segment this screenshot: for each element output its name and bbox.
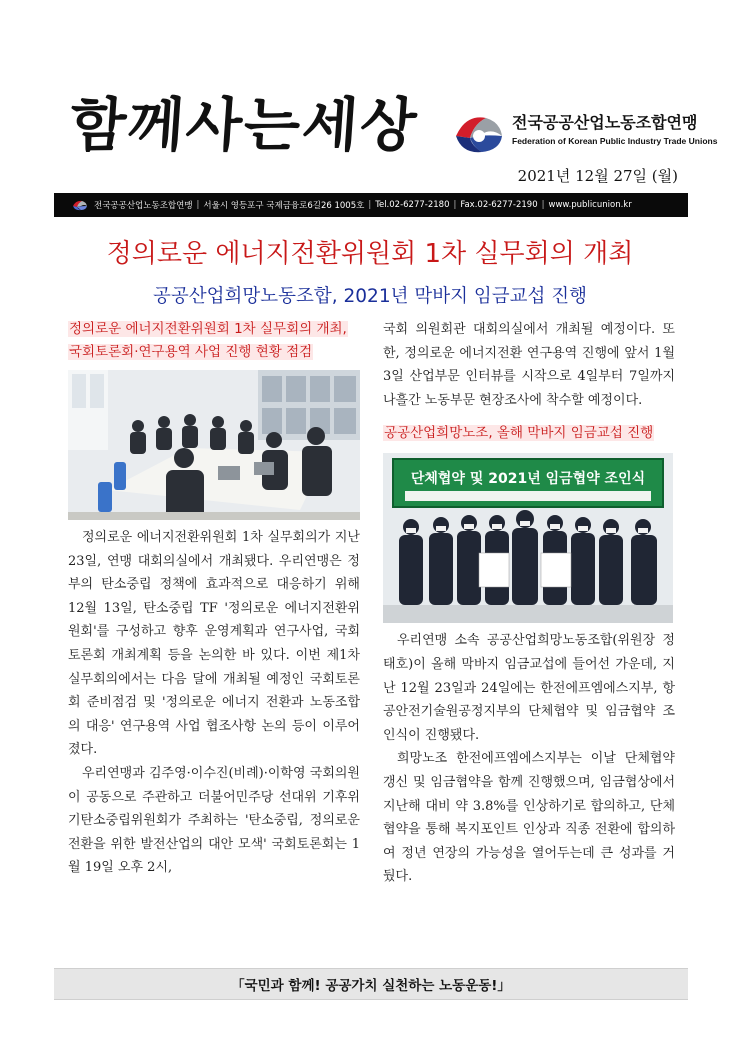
- article-paragraph: 우리연맹과 김주영·이수진(비례)·이학영 국회의원이 공동으로 주관하고 더불어민주당 선대위 기후위기탄소중립위원회가 주최하는 '탄소중립, 정의로운 전환을 위한 발전산업의 대안 모색' 국회토론회는 1월 19일 오후 2시,: [68, 765, 360, 876]
- info-fax: Fax.02-6277-2190: [460, 200, 538, 210]
- article-paragraph: 우리연맹 소속 공공산업희망노동조합(위원장 정태호)이 올해 막바지 임금교섭에 들어선 가운데, 지난 12월 23일과 24일에는 한전에프엠에스지부, 항공안전기술원공정지부의 단체협약 및 임금협약 조인식이 진행됐다.: [383, 633, 675, 743]
- footer-slogan: 「국민과 함께! 공공가치 실천하는 노동운동!」: [231, 978, 511, 994]
- footer-slogan-bar: [54, 968, 688, 1000]
- section-heading-line: 정의로운 에너지전환위원회 1차 실무회의 개최,: [69, 321, 347, 337]
- article-paragraph: 희망노조 한전에프엠에스지부는 이날 단체협약 갱신 및 임금협약을 함께 진행했으며, 임금협상에서 지난해 대비 약 3.8%를 인상하기로 합의하고, 단체협약을 통해 복지포인트 인상과 직종 전환에 합의하여 정년 연장의 가능성을 열어두는데 큰 성과를 거뒀다.: [383, 751, 675, 885]
- banner-text: 단체협약 및 2021년 임금협약 조인식: [410, 471, 646, 488]
- section-heading-energy: [68, 318, 360, 364]
- meeting-photo: [68, 370, 360, 520]
- contact-info-bar: [54, 193, 688, 217]
- section-heading-line: 국회토론회·연구용역 사업 진행 현황 점검: [69, 344, 313, 360]
- sub-headline: 공공산업희망노동조합, 2021년 막바지 임금교섭 진행: [153, 286, 587, 307]
- federation-name: 전국공공산업노동조합연맹: [512, 113, 698, 132]
- left-column: [68, 318, 360, 880]
- federation-english-name: Federation of Korean Public Industry Trade Unions: [512, 136, 718, 146]
- section-heading-wage: 공공산업희망노조, 올해 막바지 임금교섭 진행: [384, 425, 654, 442]
- article-paragraph: 정의로운 에너지전환위원회 1차 실무회의가 지난 23일, 연맹 대회의실에서 개최됐다. 우리연맹은 정부의 탄소중립 정책에 효과적으로 대응하기 위해 12월 13일, 탄소중립 TF '정의로운 에너지전환위원회'를 구성하고 향후 운영계획과 연구사업, 국회토론회 개최계획 등을 논의한 바 있다. 이번 제1차 실무회의에서는 다음 달에 개최될 예정인 국회토론회 준비점검 및 '정의로운 에너지 전환과 노동조합의 대응' 연구용역 사업 협조사항 논의 등이 이루어졌다.: [68, 530, 360, 758]
- separator: |: [541, 200, 545, 210]
- federation-mini-logo-icon: [72, 199, 88, 211]
- federation-logo: [452, 110, 506, 156]
- signing-ceremony-photo: [383, 453, 673, 623]
- issue-date: 2021년 12월 27일 (월): [517, 167, 678, 185]
- separator: |: [368, 200, 372, 210]
- main-headline: 정의로운 에너지전환위원회 1차 실무회의 개최: [106, 239, 634, 269]
- right-column: [383, 318, 675, 889]
- separator: |: [453, 200, 457, 210]
- info-website-link[interactable]: www.publicunion.kr: [548, 200, 632, 210]
- info-address: 서울시 영등포구 국제금융로6길26 1005호: [203, 201, 365, 211]
- separator: |: [196, 200, 200, 210]
- newsletter-title: 함께사는세상: [67, 91, 421, 159]
- info-org: 전국공공산업노동조합연맹: [94, 201, 193, 211]
- info-tel: Tel.02-6277-2180: [375, 200, 450, 210]
- article-paragraph: 국회 의원회관 대회의실에서 개최될 예정이다. 또한, 정의로운 에너지전환 연구용역 진행에 앞서 1월 3일 산업부문 인터뷰를 시작으로 4일부터 7일까지 나흘간 노동부문 현장조사에 착수할 예정이다.: [383, 322, 675, 408]
